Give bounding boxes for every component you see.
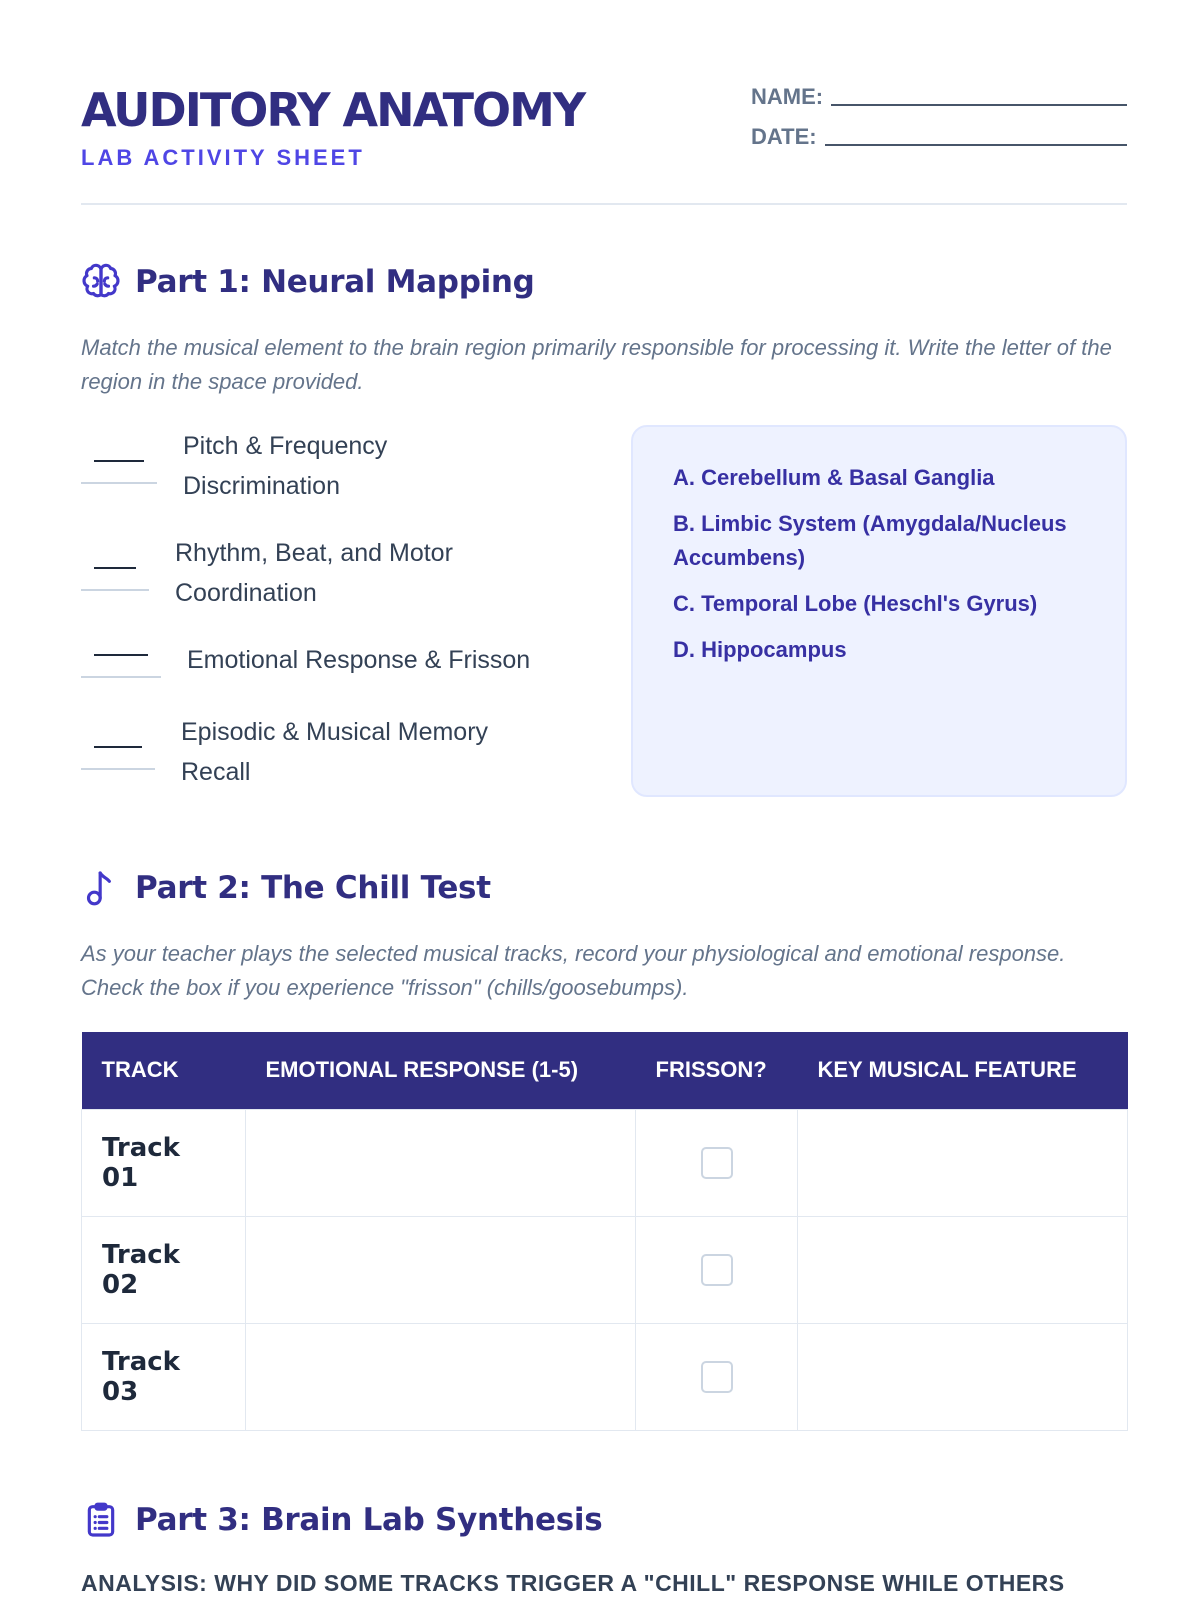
date-line[interactable] [825, 128, 1127, 146]
music-note-icon [81, 868, 121, 908]
col-frisson: FRISSON? [636, 1032, 798, 1109]
col-track: TRACK [82, 1032, 246, 1109]
brain-icon [81, 262, 121, 302]
key-feature-cell[interactable] [798, 1109, 1128, 1216]
col-key-feature: KEY MUSICAL FEATURE [798, 1032, 1128, 1109]
region-a: A. Cerebellum & Basal Ganglia [673, 465, 995, 490]
region-b: B. Limbic System (Amygdala/Nucleus Accumbens) [673, 511, 1067, 570]
match-item-memory [81, 712, 641, 792]
name-label: NAME: [751, 84, 824, 109]
analysis-prompt: ANALYSIS: WHY DID SOME TRACKS TRIGGER A "CHILL" RESPONSE WHILE OTHERS [81, 1570, 1065, 1596]
date-label: DATE: [751, 124, 817, 149]
match-item-label: Pitch & Frequency Discrimination [183, 432, 388, 500]
col-emotional-response: EMOTIONAL RESPONSE (1-5) [246, 1032, 636, 1109]
frisson-cell [636, 1109, 798, 1216]
answer-blank[interactable] [81, 642, 161, 678]
emotional-response-cell[interactable] [246, 1109, 636, 1216]
answer-blank[interactable] [81, 448, 157, 484]
table-header-row [82, 1032, 1128, 1109]
name-line[interactable] [831, 88, 1127, 106]
part1-heading [81, 262, 535, 302]
track-name: Track 01 [82, 1109, 246, 1216]
answer-blank[interactable] [81, 734, 155, 770]
table-row [82, 1216, 1128, 1323]
key-feature-cell[interactable] [798, 1323, 1128, 1430]
answer-blank[interactable] [81, 555, 149, 591]
track-name: Track 02 [82, 1216, 246, 1323]
frisson-checkbox[interactable] [701, 1254, 733, 1286]
name-field[interactable] [751, 84, 1127, 110]
region-c: C. Temporal Lobe (Heschl's Gyrus) [673, 591, 1038, 616]
key-feature-cell[interactable] [798, 1216, 1128, 1323]
match-item-label: Rhythm, Beat, and Motor Coordination [175, 539, 453, 607]
frisson-cell [636, 1323, 798, 1430]
clipboard-icon [81, 1500, 121, 1540]
emotional-response-cell[interactable] [246, 1323, 636, 1430]
frisson-checkbox[interactable] [701, 1361, 733, 1393]
part2-instructions: As your teacher plays the selected musical tracks, record your physiological and emotional response. Check the box if you experience "frisson" (chills/goosebumps). [81, 941, 1066, 1000]
date-field[interactable] [751, 124, 1127, 150]
match-item-rhythm [81, 533, 641, 613]
header [81, 0, 1127, 205]
emotional-response-cell[interactable] [246, 1216, 636, 1323]
match-item-label: Episodic & Musical Memory Recall [181, 718, 489, 786]
track-name: Track 03 [82, 1323, 246, 1430]
page-title: AUDITORY ANATOMY [81, 83, 585, 137]
table-row [82, 1109, 1128, 1216]
table-row [82, 1323, 1128, 1430]
chill-test-table [81, 1032, 1128, 1431]
match-item-emotion [81, 640, 641, 680]
part1-instructions: Match the musical element to the brain region primarily responsible for processing it. Write the letter of the region in the space provided. [81, 335, 1112, 394]
region-d: D. Hippocampus [673, 637, 847, 662]
frisson-checkbox[interactable] [701, 1147, 733, 1179]
match-item-pitch [81, 426, 641, 506]
frisson-cell [636, 1216, 798, 1323]
brain-regions-panel [631, 425, 1127, 797]
part1-title: Part 1: Neural Mapping [135, 264, 535, 300]
part2-heading [81, 868, 491, 908]
part3-title: Part 3: Brain Lab Synthesis [135, 1502, 603, 1538]
worksheet-page [81, 0, 1127, 1600]
part2-title: Part 2: The Chill Test [135, 870, 491, 906]
part3-heading [81, 1500, 602, 1540]
page-subtitle: LAB ACTIVITY SHEET [81, 145, 365, 170]
match-item-label: Emotional Response & Frisson [187, 646, 531, 674]
